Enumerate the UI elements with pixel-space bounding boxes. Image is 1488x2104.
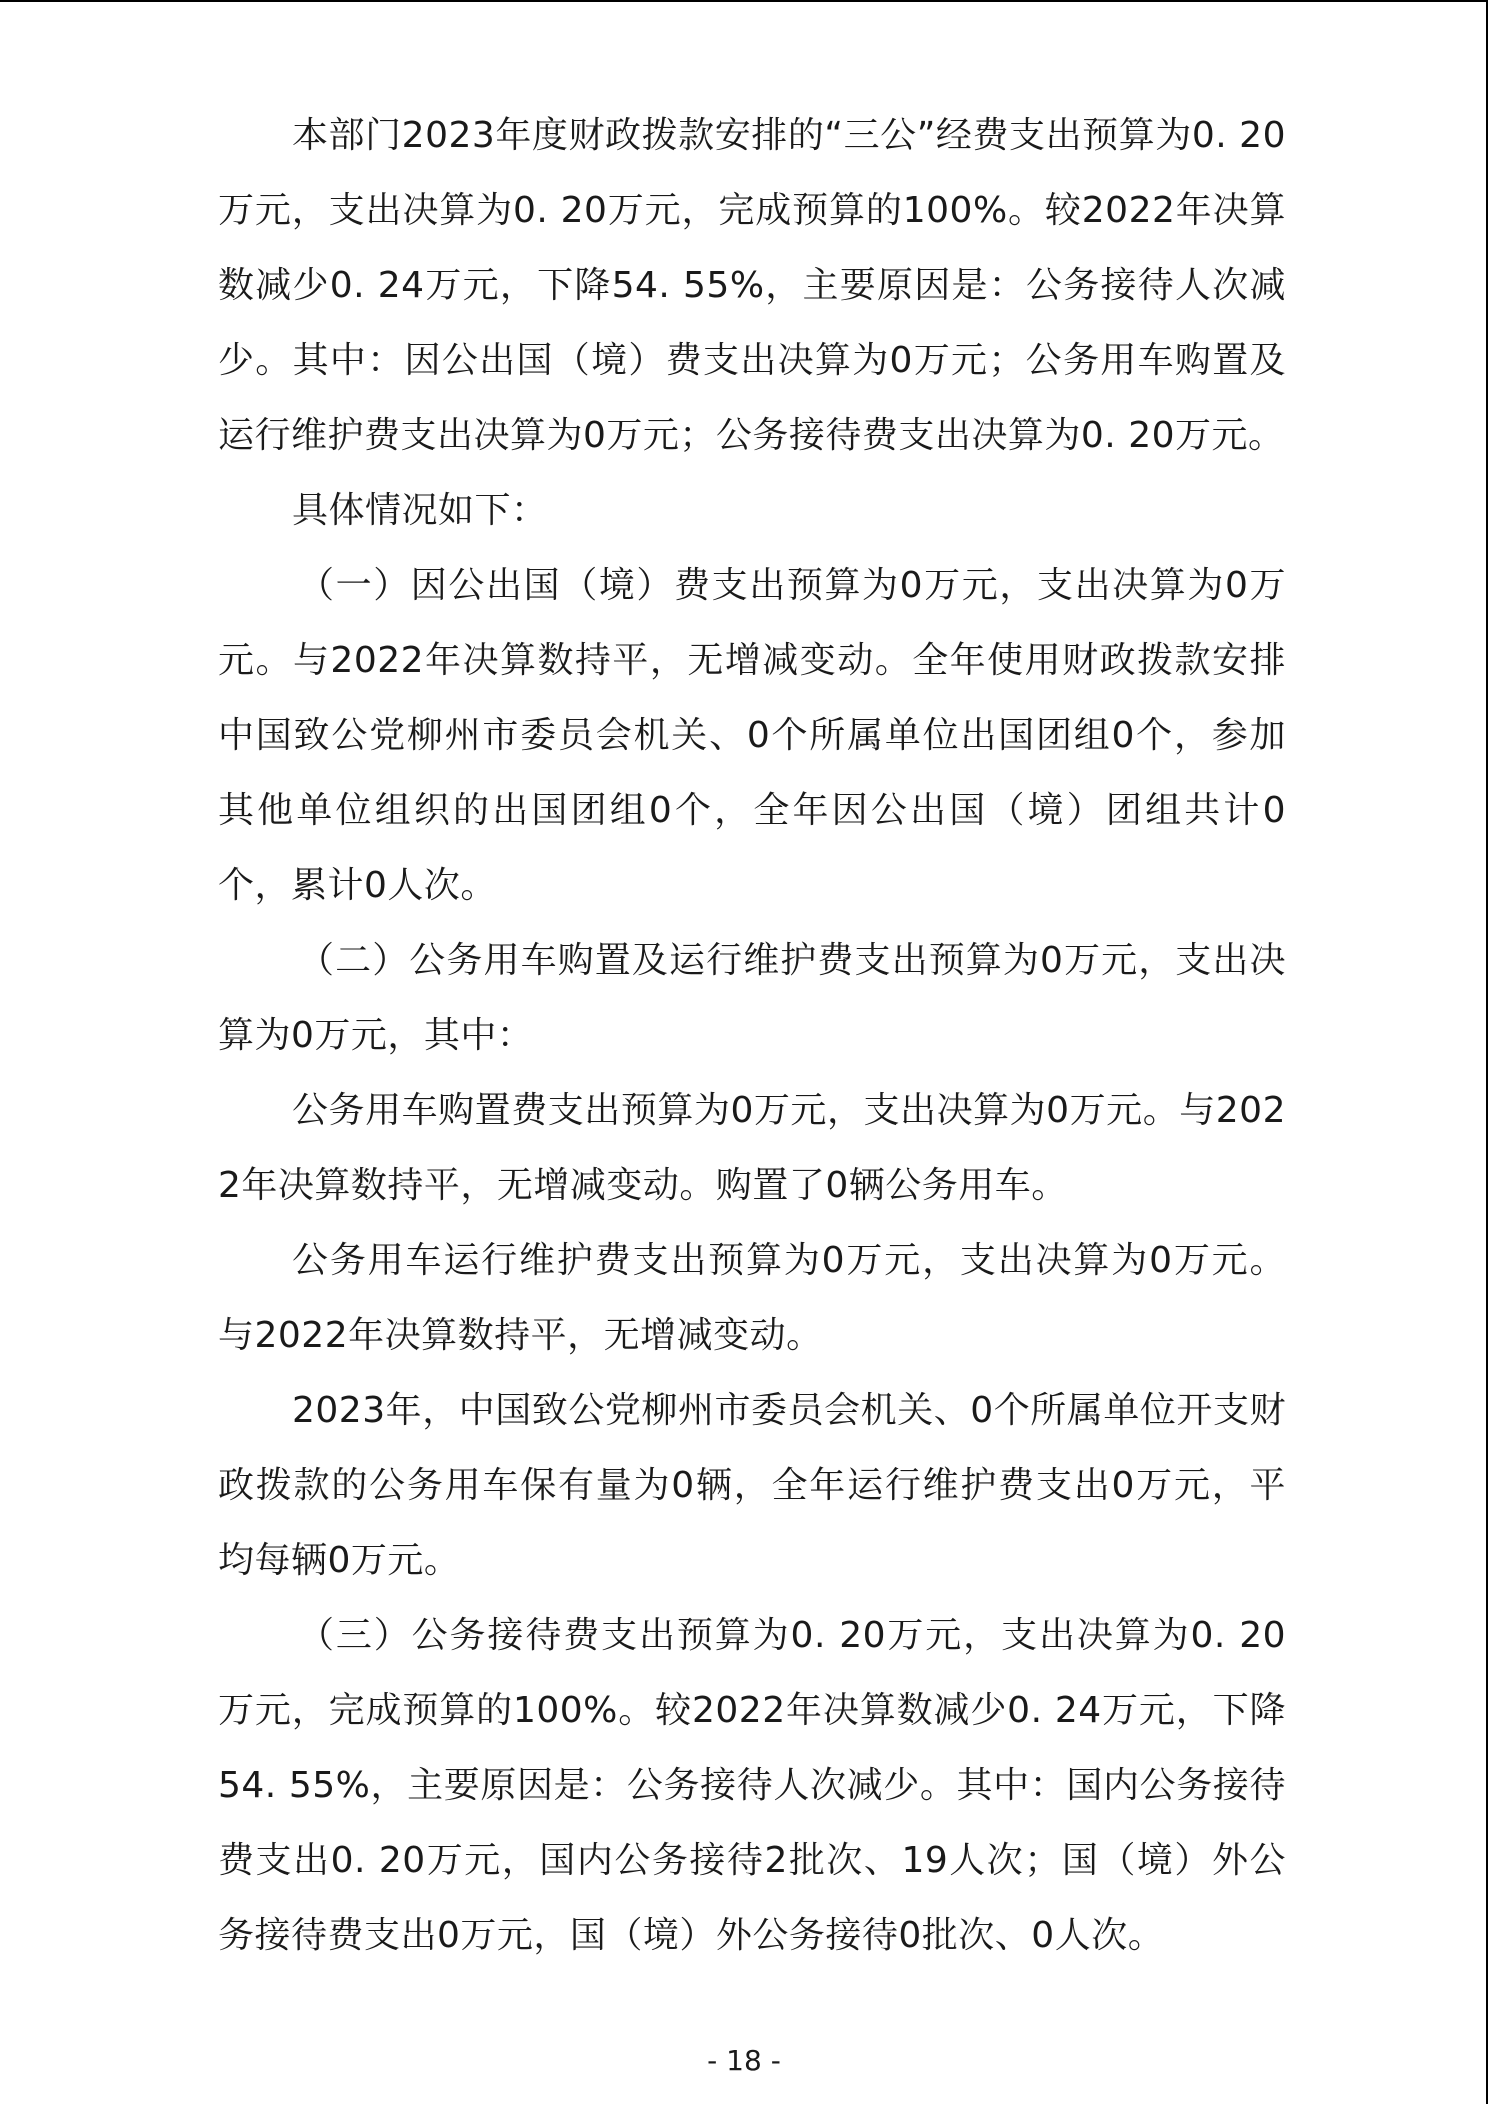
paragraph-summary: 本部门2023年度财政拨款安排的“三公”经费支出预算为0. 20万元，支出决算为0. 20万元，完成预算的100%。较2022年决算数减少0. 24万元，下降54. 55%，主要原因是：公务接待人次减少。其中：因公出国（境）费支出决算为0万元；公务用车购置及运行维护费支出决算为0万元；公务接待费支出决算为0. 20万元。 <box>218 115 1286 456</box>
paragraph-section-3-reception: （三）公务接待费支出预算为0. 20万元，支出决算为0. 20万元，完成预算的100%。较2022年决算数减少0. 24万元，下降54. 55%，主要原因是：公务接待人次减少。其中：国内公务接待费支出0. 20万元，国内公务接待2批次、19人次；国（境）外公务接待费支出0万元，国（境）外公务接待0批次、0人次。 <box>218 1615 1286 1956</box>
paragraph-vehicle-purchase: 公务用车购置费支出预算为0万元，支出决算为0万元。与2022年决算数持平，无增减变动。购置了0辆公务用车。 <box>218 1090 1286 1206</box>
page-number: - 18 - <box>707 2044 781 2077</box>
paragraph-section-2-vehicles: （二）公务用车购置及运行维护费支出预算为0万元，支出决算为0万元，其中： <box>218 940 1286 1056</box>
paragraph-vehicle-maintenance: 公务用车运行维护费支出预算为0万元，支出决算为0万元。与2022年决算数持平，无增减变动。 <box>218 1240 1286 1356</box>
paragraph-section-1-overseas: （一）因公出国（境）费支出预算为0万元，支出决算为0万元。与2022年决算数持平，无增减变动。全年使用财政拨款安排中国致公党柳州市委员会机关、0个所属单位出国团组0个，参加其他单位组织的出国团组0个，全年因公出国（境）团组共计0个，累计0人次。 <box>218 565 1286 906</box>
paragraph-intro: 具体情况如下： <box>292 490 548 531</box>
top-border-line <box>0 0 1488 2</box>
paragraph-vehicle-holdings: 2023年，中国致公党柳州市委员会机关、0个所属单位开支财政拨款的公务用车保有量为0辆，全年运行维护费支出0万元，平均每辆0万元。 <box>218 1390 1286 1581</box>
document-body <box>218 98 1286 1973</box>
